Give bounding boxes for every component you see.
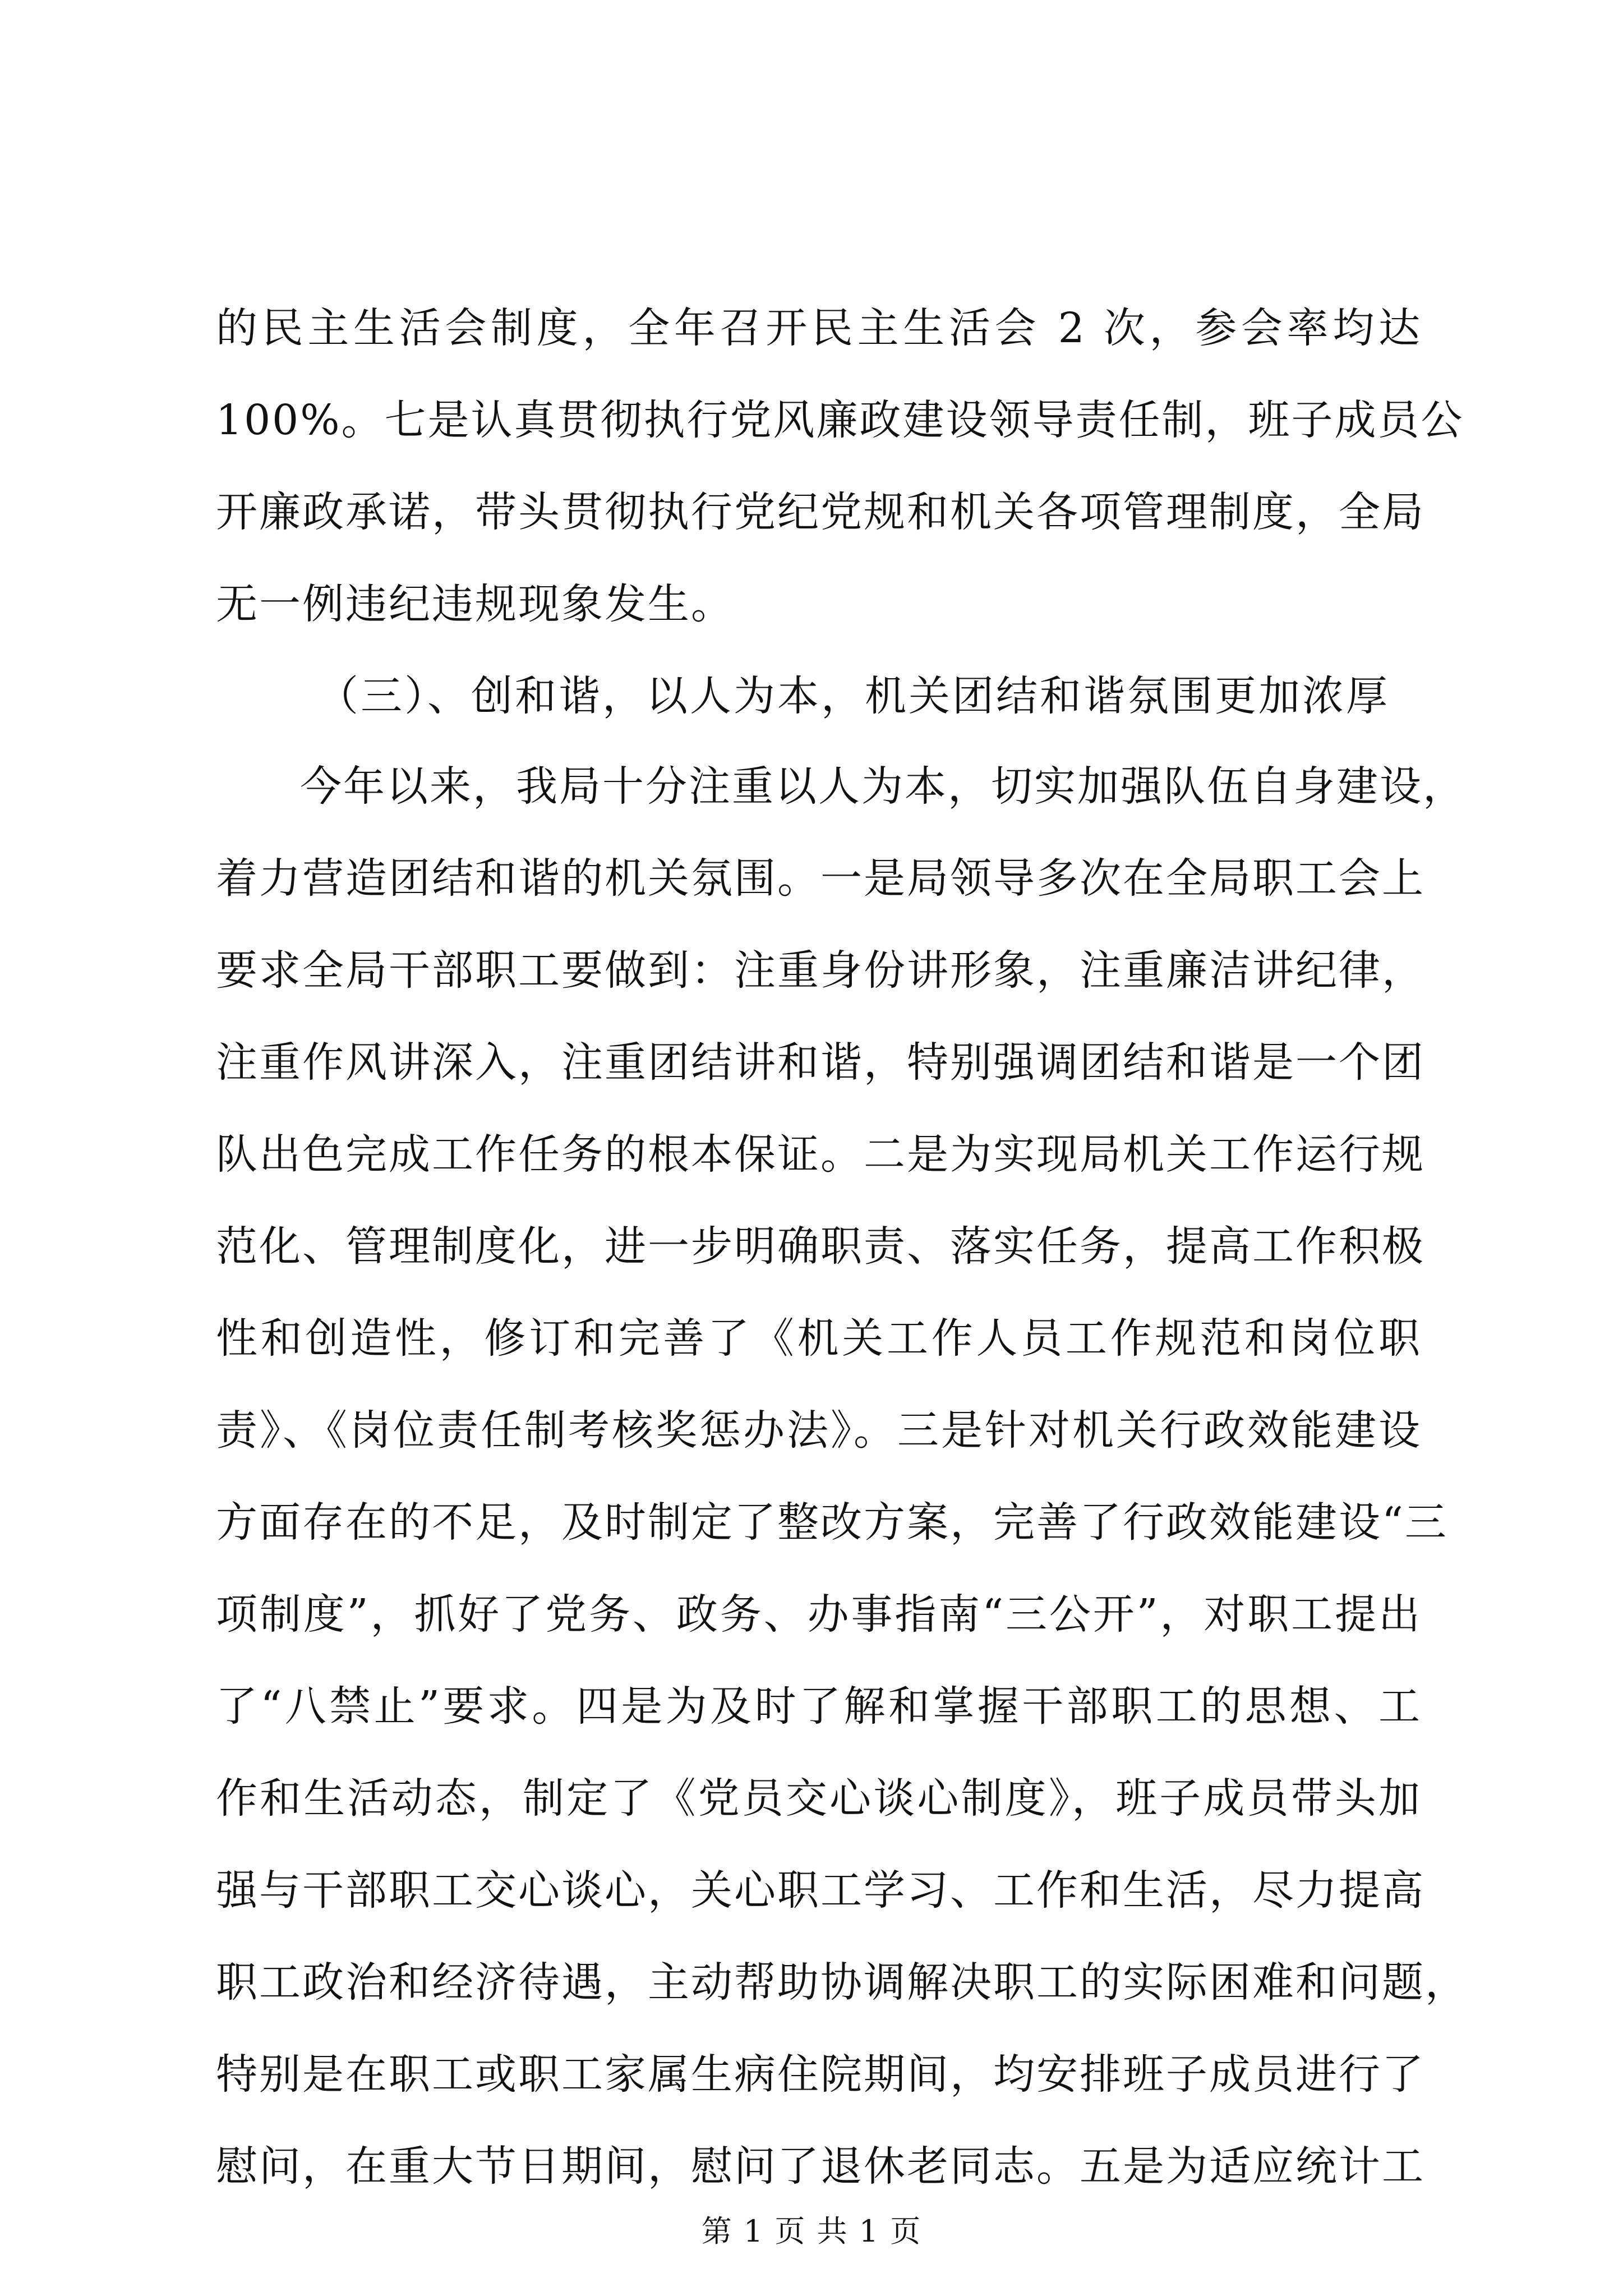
- text-line-3: 开廉政承诺，带头贯彻执行党纪党规和机关各项管理制度，全局: [216, 488, 1425, 536]
- page-footer: 第 1 页 共 1 页: [701, 2214, 922, 2249]
- text-line-17: 作和生活动态，制定了《党员交心谈心制度》，班子成员带头加: [216, 1774, 1422, 1823]
- text-line-9: 注重作风讲深入，注重团结讲和谐，特别强调团结和谐是一个团: [216, 1038, 1425, 1087]
- text-line-14: 方面存在的不足，及时制定了整改方案，完善了行政效能建设“三: [216, 1498, 1448, 1547]
- text-line-10: 队出色完成工作任务的根本保证。二是为实现局机关工作运行规: [216, 1130, 1425, 1179]
- text-line-11: 范化、管理制度化，进一步明确职责、落实任务，提高工作积极: [216, 1222, 1425, 1271]
- text-line-8: 要求全局干部职工要做到：注重身份讲形象，注重廉洁讲纪律，: [216, 946, 1425, 995]
- text-line-12: 性和创造性，修订和完善了《机关工作人员工作规范和岗位职: [216, 1314, 1422, 1363]
- text-line-7: 着力营造团结和谐的机关氛围。一是局领导多次在全局职工会上: [216, 854, 1425, 903]
- text-line-21: 慰问，在重大节日期间，慰问了退休老同志。五是为适应统计工: [216, 2142, 1425, 2191]
- text-line-4: 无一例违纪违规现象发生。: [216, 580, 734, 628]
- section-heading: （三）、创和谐，以人为本，机关团结和谐氛围更加浓厚: [317, 672, 1390, 720]
- text-line-18: 强与干部职工交心谈心，关心职工学习、工作和生活，尽力提高: [216, 1866, 1425, 1915]
- text-line-15: 项制度”，抓好了党务、政务、办事指南“三公开”，对职工提出: [216, 1590, 1422, 1639]
- text-line-20: 特别是在职工或职工家属生病住院期间，均安排班子成员进行了: [216, 2050, 1425, 2099]
- text-line-6: 今年以来，我局十分注重以人为本，切实加强队伍自身建设，: [300, 762, 1466, 811]
- text-line-2: 100%。七是认真贯彻执行党风廉政建设领导责任制，班子成员公: [216, 396, 1464, 444]
- text-line-13: 责》、《岗位责任制考核奖惩办法》。三是针对机关行政效能建设: [216, 1406, 1422, 1455]
- text-line-16: 了“八禁止”要求。四是为及时了解和掌握干部职工的思想、工: [216, 1682, 1422, 1731]
- text-line-19: 职工政治和经济待遇，主动帮助协调解决职工的实际困难和问题，: [216, 1958, 1468, 2007]
- text-line-1: 的民主生活会制度，全年召开民主生活会 2 次，参会率均达: [216, 304, 1422, 352]
